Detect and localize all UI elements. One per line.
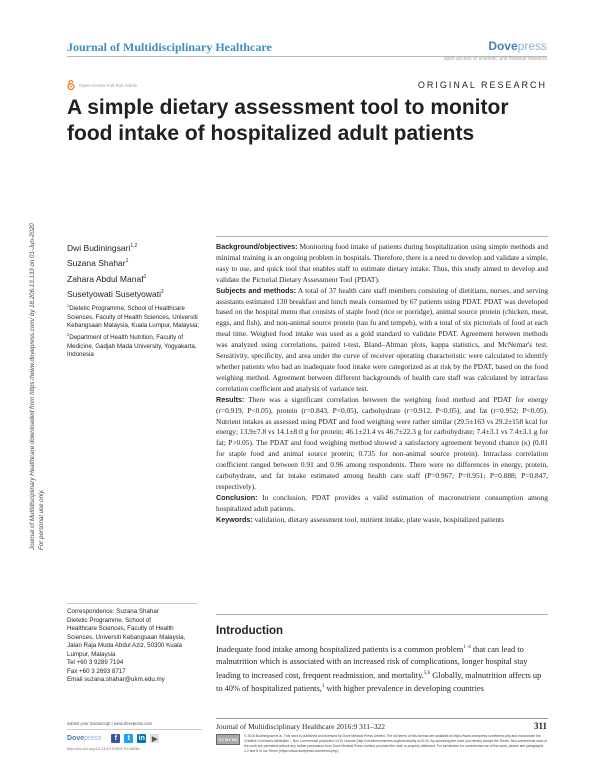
affiliation: $^2$Department of Health Nutrition, Faculty of Medicine, Gadjah Mada University, Yogyakarta, Indonesia — [67, 331, 197, 359]
correspondence-fax: Fax +60 3 2693 8717 — [67, 667, 126, 675]
facebook-icon[interactable]: f — [111, 734, 120, 743]
brand-tagline: open access to scientific and medical research — [443, 56, 547, 62]
brand-light: press — [517, 39, 547, 53]
footer-left — [67, 721, 202, 751]
author: Susetyowati Susetyowati$^2$ — [67, 288, 164, 299]
correspondence-line: Jalan Raja Muda Abdul Aziz, 50300 Kuala — [67, 642, 182, 649]
publisher-logo — [444, 39, 547, 62]
abstract — [216, 242, 548, 526]
license-block — [216, 734, 548, 754]
open-access-lock-icon — [67, 80, 75, 90]
download-watermark — [22, 130, 48, 550]
article-title: A simple dietary assessment tool to monitor food intake of hospitalized adult patients — [67, 96, 509, 145]
footer-divider — [216, 718, 548, 719]
abstract-results: Results: There was a significant correlation between the weighing food method and PDAT for energy (r=0.919, P<0.05), protein (r=0.843, P<0.05), carbohydrate (r=0.912, P<0.05), and fat (r=0.952; P<0.05). Nutrient intakes as assessed using PDAT and food weighing were rather similar (29.5±163 vs 29.2±158 kcal for energy; 13.9±7.8 vs 14.1±8.0 g for protein; 46.1±21.4 vs 46.7±22.3 g for carbohydrate; 7.4±3.1 vs 7.4±3.1 g for fat; P>0.05). The PDAT and food weighing method showed a satisfactory agreement beyond chance (κ) (0.81 for staple food and animal source protein; 0.735 for non-animal source protein). Intraclass correlation coefficient ranged between 0.91 and 0.96 among respondents. There were no differences in energy, protein, carbohydrate, and fat intake estimated among health care staff (P=0.967; P=0.951; P=0.888; P=0.847, respectively). — [216, 394, 548, 491]
footer-logo: Dovepress — [67, 735, 102, 742]
article-type: ORIGINAL RESEARCH — [417, 80, 547, 90]
citation[interactable]: 1 — [321, 684, 325, 690]
footer-citation: Journal of Multidisciplinary Healthcare 2016:9 311–322 — [216, 722, 386, 731]
author: Dwi Budiningsari$^{1,2}$ — [67, 242, 138, 253]
license-text: © 2016 Budiningsari et al. This work is published and licensed by Dove Medical Press Limited. The full terms of this license are available at https://www.dovepress.com/terms.php and incorporate the Creative Commons Attribution – Non Commercial (unported, v3.0) License (http://creativecommons.org/licenses/by-nc/3.0/). By accessing the work you hereby accept the Terms. Non-commercial uses of the work are permitted without any further permission from Dove Medical Press Limited, provided the work is properly attributed. For permission for commercial use of this work, please see paragraphs 4.2 and 5 of our Terms (https://www.dovepress.com/terms.php). — [244, 734, 548, 753]
correspondence-email[interactable]: Email suzana.shahar@ukm.edu.my — [67, 676, 165, 683]
citation[interactable]: 1–4 — [463, 645, 471, 650]
citation[interactable]: 5,6 — [423, 670, 431, 676]
author: Zahara Abdul Manaf$^1$ — [67, 273, 147, 284]
creative-commons-icon[interactable]: CC BY NC — [216, 734, 240, 745]
correspondence-block — [67, 608, 202, 685]
introduction-paragraph: Inadequate food intake among hospitalized patients is a common problem$^{1-4}$ that can lead to malnutrition which is associated with an increased risk of complications, longer hospital stay leading to increased cost, frequent readmission, and mortality.$^{5,6}$ Globally, malnutrition affects up to 40% of hospitalized patients,$^1$ with higher prevalence in developing countries — [216, 644, 542, 694]
video-icon[interactable]: ▶ — [152, 735, 158, 743]
submit-manuscript-link[interactable]: submit your manuscript | www.dovepress.com — [67, 721, 202, 730]
abstract-bottom-divider — [216, 614, 548, 615]
twitter-icon[interactable]: t — [124, 734, 133, 743]
personal-use-line: For personal use only. — [38, 489, 45, 550]
abstract-conclusion: Conclusion: In conclusion, PDAT provides a valid estimation of macronutrient consumption among hospitalized adult patients. — [216, 492, 548, 513]
correspondence-phone: Tel +60 3 9289 7194 — [67, 659, 124, 666]
brand-bold: Dove — [488, 39, 518, 53]
correspondence-divider — [67, 603, 197, 604]
social-links — [111, 734, 163, 743]
page-number: 311 — [533, 721, 547, 731]
author: Suzana Shahar$^1$ — [67, 258, 129, 269]
linkedin-icon[interactable]: in — [138, 735, 145, 742]
open-access-label: Open Access Full Text Article — [79, 82, 137, 88]
correspondence-line: Lumpur, Malaysia — [67, 650, 116, 658]
author-list — [67, 240, 207, 301]
abstract-methods: Subjects and methods: A total of 37 health care staff members consisting of dietitians, nurses, and serving assistants estimated 130 breakfast and lunch meals consumed by 67 patients using PDAT. PDAT was developed based on the hospital menu that consists of staple food (rice or porridge), animal source protein (chicken, meat, eggs, and fish), and non-animal source protein (tau fu and tempeh), with a total of six pictorials of food at each meal time. Weighed food intake was used as a gold standard to validate PDAT. Agreement between methods was analyzed using correlations, paired t-test, Bland–Altman plots, kappa statistics, and McNemar's test. Sensitivity, specificity, and area under the curve of receiver operating characteristic were calculated to identify whether patients who had an inadequate food intake were categorized as at risk by the PDAT, based on the food weighing method. Agreement between different backgrounds of health care staff was calculated by intraclass correlation coefficient and analysis of variance test. — [216, 285, 548, 393]
affiliations — [67, 302, 202, 360]
correspondence-line: Dietetic Programme, School of — [67, 616, 151, 624]
doi-link[interactable]: http://dx.doi.org/10.2147/JMDH.S108836 — [67, 746, 140, 751]
journal-title: Journal of Multidisciplinary Healthcare — [67, 40, 272, 54]
open-access-badge — [67, 80, 137, 90]
abstract-top-divider — [216, 236, 548, 237]
header-divider — [67, 56, 547, 57]
affiliation: $^1$Dietetic Programme, School of Healthcare Sciences, Faculty of Health Sciences, Universiti Kebangsaan Malaysia, Kuala Lumpur, Malaysia; — [67, 303, 200, 330]
correspondence-line: Sciences, Universiti Kebangsaan Malaysia, — [67, 633, 186, 641]
correspondence-line: Healthcare Sciences, Faculty of Health — [67, 625, 174, 632]
download-line: Journal of Multidisciplinary Healthcare downloaded from https://www.dovepress.com/ by 18.206.13.133 on 01-Jun-2020 — [29, 223, 36, 550]
abstract-keywords: Keywords: validation, dietary assessment tool, nutrient intake, plate waste, hospitalized patients — [216, 514, 504, 524]
abstract-background: Background/objectives: Monitoring food intake of patients during hospitalization using simple methods and minimal training is an ongoing problem in hospitals. Therefore, there is a need to develop and validate a simple, easy to use, and quick tool that enables staff to estimate dietary intake. Thus, this study aimed to develop and validate the Pictorial Dietary Assessment Tool (PDAT). — [216, 242, 548, 284]
correspondence-label: Correspondence: Suzana Shahar — [67, 608, 159, 615]
introduction-heading: Introduction — [216, 625, 284, 637]
